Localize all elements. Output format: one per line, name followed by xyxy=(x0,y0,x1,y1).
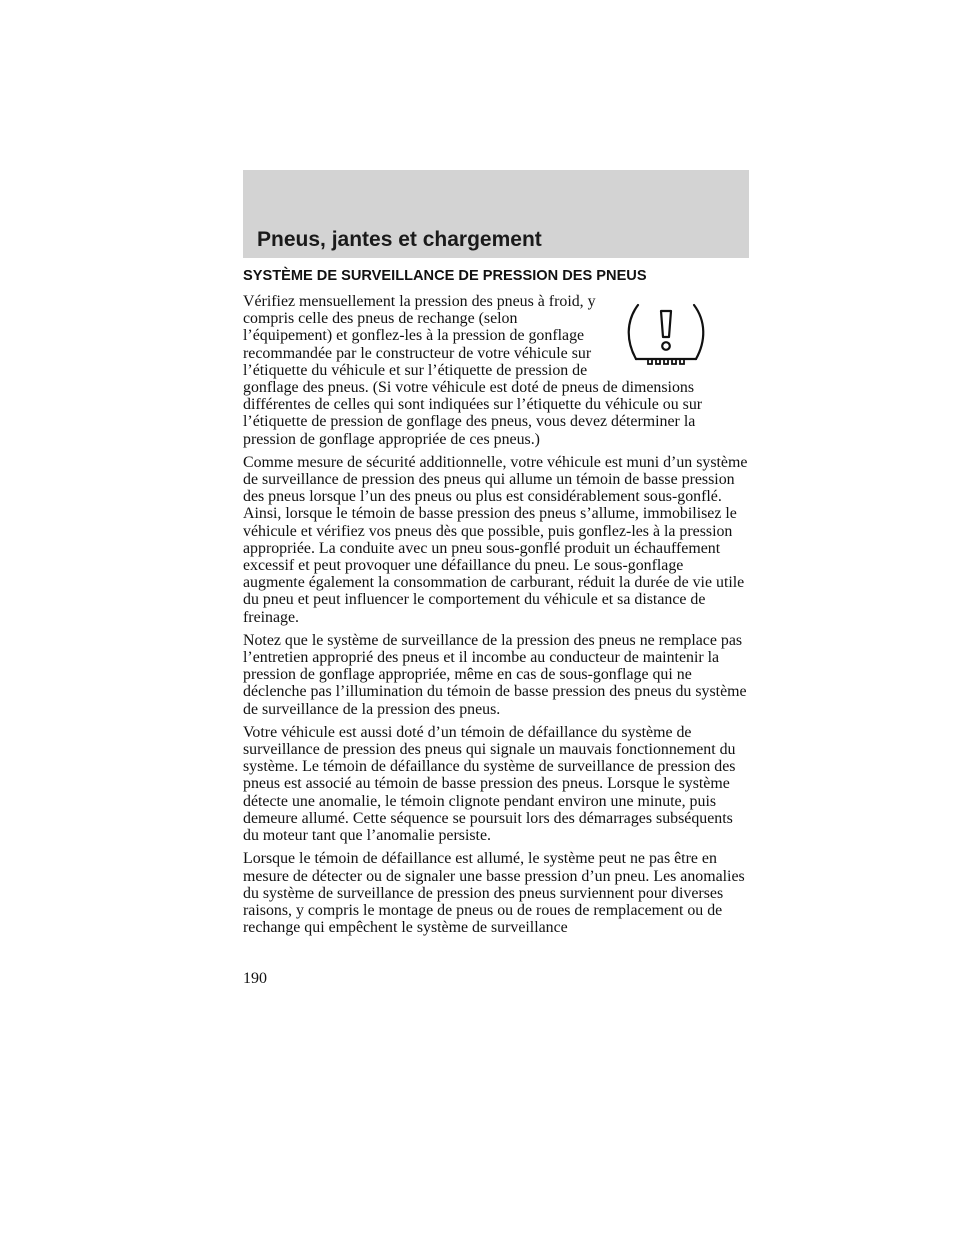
paragraph-1 xyxy=(243,293,749,448)
paragraph-2: Comme mesure de sécurité additionnelle, votre véhicule est muni d’un système de surveillance de pression des pneus qui allume un témoin de basse pression des pneus lorsque l’un des pneus ou plus est considérablement sous-gonflé. Ainsi, lorsque le témoin de basse pression des pneus s’allume, immobilisez le véhicule et vérifiez vos pneus dès que possible, puis gonflez-les à la pression appropriée. La conduite avec un pneu sous-gonflé produit un échauffement excessif et peut provoquer une défaillance du pneu. Le sous-gonflage augmente également la consommation de carburant, réduit la durée de vie utile du pneu et peut influencer le comportement du véhicule et sa distance de freinage. xyxy=(243,453,748,626)
tpms-warning-icon xyxy=(623,297,709,373)
paragraph-1-text: Vérifiez mensuellement la pression des pneus à froid, y compris celle des pneus de rechange (selon l’équipement) et gonflez-les à la pression de gonflage recommandée par le constructeur de votre véhicule sur l’étiquette du véhicule et sur l’étiquette de pression de gonflage des pneus. (Si votre véhicule est doté de pneus de dimensions différentes de celles qui sont indiquées sur l’étiquette du véhicule ou sur l’étiquette de pression de gonflage des pneus, vous devez déterminer la pression de gonflage appropriée de ces pneus.) xyxy=(243,293,703,448)
main-content xyxy=(243,266,749,942)
section-heading: SYSTÈME DE SURVEILLANCE DE PRESSION DES PNEUS xyxy=(243,268,647,284)
paragraph-5: Lorsque le témoin de défaillance est allumé, le système peut ne pas être en mesure de détecter ou de signaler une basse pression d’un pneu. Les anomalies du système de surveillance de pression des pneus surviennent pour diverses raisons, y compris le montage de pneus ou de roues de remplacement ou de rechange qui empêchent le système de surveillance xyxy=(243,850,745,937)
page-number: 190 xyxy=(243,970,267,987)
page-title: Pneus, jantes et chargement xyxy=(257,228,542,251)
header-band xyxy=(243,170,749,258)
paragraph-3: Notez que le système de surveillance de la pression des pneus ne remplace pas l’entretien approprié des pneus et il incombe au conducteur de maintenir la pression de gonflage appropriée, même en cas de sous-gonflage qui ne déclenche pas l’illumination du témoin de basse pression des pneus du système de surveillance de la pression des pneus. xyxy=(243,631,747,718)
paragraph-4: Votre véhicule est aussi doté d’un témoin de défaillance du système de surveillance de pression des pneus qui signale un mauvais fonctionnement du système. Le témoin de défaillance du système de surveillance de pression des pneus est associé au témoin de basse pression des pneus. Lorsque le système détecte une anomalie, le témoin clignote pendant environ une minute, puis demeure allumé. Cette séquence se poursuit lors des démarrages subséquents du moteur tant que l’anomalie persiste. xyxy=(243,723,736,845)
